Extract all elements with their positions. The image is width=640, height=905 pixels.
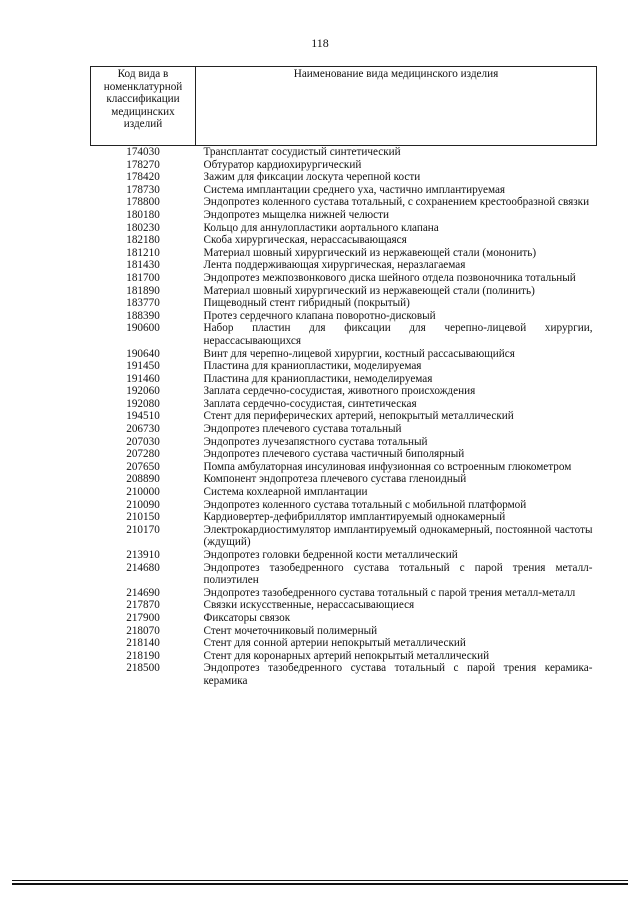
table-row — [91, 184, 597, 197]
device-code: 210090 — [126, 498, 160, 511]
table-row — [91, 247, 597, 260]
device-name: Пищеводный стент гибридный (покрытый) — [203, 297, 410, 310]
device-code: 208890 — [126, 473, 160, 486]
device-name: Система имплантации среднего уха, частично имплантируемая — [203, 183, 506, 196]
device-code: 181430 — [126, 259, 160, 272]
device-code: 183770 — [126, 297, 160, 310]
table-row — [91, 234, 597, 247]
table-row — [91, 436, 597, 449]
device-code: 182180 — [126, 234, 160, 247]
table-row — [91, 385, 597, 398]
device-code: 178800 — [126, 196, 160, 209]
table-row — [91, 285, 597, 298]
device-code: 218140 — [126, 637, 160, 650]
device-name: Стент для коронарных артерий непокрытый металлический — [203, 649, 490, 662]
device-code: 206730 — [126, 423, 160, 436]
table-row — [91, 448, 597, 461]
device-code: 181700 — [126, 271, 160, 284]
table-row — [91, 562, 597, 587]
device-name: Эндопротез тазобедренного сустава тотальный с парой трения металл-металл — [203, 586, 576, 599]
device-name: Кардиовертер-дефибриллятор имплантируемый однокамерный — [203, 511, 506, 524]
device-name: Материал шовный хирургический из нержавеющей стали (полинить) — [203, 284, 535, 297]
device-code: 217900 — [126, 611, 160, 624]
device-name: Эндопротез тазобедренного сустава тотальный с парой трения керамика-керамика — [203, 662, 593, 687]
device-code: 180230 — [126, 221, 160, 234]
device-name: Пластина для краниопластики, моделируемая — [203, 360, 422, 373]
device-name: Эндопротез головки бедренной кости металлический — [203, 549, 458, 561]
table-row — [91, 322, 597, 347]
device-code: 178420 — [126, 171, 160, 184]
table-row — [91, 461, 597, 474]
device-name: Эндопротез лучезапястного сустава тотальный — [203, 435, 428, 448]
device-code: 210150 — [126, 511, 160, 524]
footer-rule — [12, 880, 628, 881]
code-column-header: Код вида в номенклатурной классификации медицинских изделий — [91, 67, 196, 146]
device-code: 214680 — [126, 561, 160, 574]
device-code: 217870 — [126, 599, 160, 612]
device-code: 218070 — [126, 624, 160, 637]
table-row — [91, 625, 597, 638]
device-name: Кольцо для аннулопластики аортального клапана — [203, 221, 439, 234]
device-name: Зажим для фиксации лоскута черепной кости — [203, 171, 421, 184]
table-row — [91, 373, 597, 386]
device-name: Эндопротез коленного сустава тотальный, с сохранением крестообразной связки — [203, 196, 590, 209]
device-code: 190600 — [126, 322, 160, 335]
device-code: 214690 — [126, 586, 160, 599]
device-code: 180180 — [126, 208, 160, 221]
table-row — [91, 209, 597, 222]
device-code: 194510 — [126, 410, 160, 423]
table-row — [91, 587, 597, 600]
device-name: Электрокардиостимулятор имплантируемый однокамерный, постоянной частоты (ждущий) — [203, 523, 593, 549]
device-code: 207030 — [126, 435, 160, 448]
device-name: Пластина для краниопластики, немоделируемая — [203, 372, 433, 385]
table-row — [91, 473, 597, 486]
table-row — [91, 196, 597, 209]
device-name: Заплата сердечно-сосудистая, животного происхождения — [203, 385, 476, 398]
device-name: Эндопротез мыщелка нижней челюсти — [203, 208, 389, 221]
table-row — [91, 549, 597, 562]
device-code: 207280 — [126, 448, 160, 461]
device-name: Компонент эндопротеза плечевого сустава гленоидный — [203, 473, 467, 486]
table-row — [91, 599, 597, 612]
device-code: 181890 — [126, 284, 160, 297]
device-name: Скоба хирургическая, нерассасывающаяся — [203, 234, 407, 247]
device-code: 181210 — [126, 246, 160, 259]
device-name: Стент для сонной артерии непокрытый металлический — [203, 637, 466, 650]
table-row — [91, 297, 597, 310]
device-name: Заплата сердечно-сосудистая, синтетическая — [203, 397, 417, 410]
table-body — [91, 146, 597, 688]
device-name: Материал шовный хирургический из нержавеющей стали (мононить) — [203, 246, 537, 259]
table-row — [91, 171, 597, 184]
device-code: 188390 — [126, 309, 160, 322]
device-name: Эндопротез тазобедренного сустава тотальный с парой трения металл-полиэтилен — [203, 561, 593, 587]
device-code: 210170 — [126, 523, 160, 536]
table-row — [91, 398, 597, 411]
device-code: 213910 — [126, 549, 160, 561]
device-name: Эндопротез плечевого сустава тотальный — [203, 423, 402, 436]
table-row — [91, 310, 597, 323]
table-row — [91, 222, 597, 235]
device-code: 190640 — [126, 347, 160, 360]
device-code: 178730 — [126, 183, 160, 196]
device-name: Обтуратор кардиохирургический — [203, 158, 362, 171]
device-code: 218500 — [126, 662, 160, 675]
table-row — [91, 348, 597, 361]
table-row — [91, 423, 597, 436]
device-code: 207650 — [126, 460, 160, 473]
table-row — [91, 159, 597, 172]
table-row — [91, 360, 597, 373]
device-name: Набор пластин для фиксации для черепно-лицевой хирургии, нерассасывающихся — [203, 322, 593, 347]
device-name: Эндопротез плечевого сустава частичный биполярный — [203, 448, 465, 461]
table-header — [91, 67, 597, 146]
device-name: Протез сердечного клапана поворотно-дисковый — [203, 309, 436, 322]
table-row — [91, 499, 597, 512]
device-table — [90, 66, 597, 688]
device-code: 191460 — [126, 372, 160, 385]
device-code: 192080 — [126, 397, 160, 410]
device-code: 174030 — [126, 146, 160, 158]
table-row — [91, 272, 597, 285]
device-name: Помпа амбулаторная инсулиновая инфузионная со встроенным глюкометром — [203, 460, 572, 473]
page-number: 118 — [311, 36, 329, 50]
device-code: 192060 — [126, 385, 160, 398]
device-name: Эндопротез межпозвонкового диска шейного отдела позвоночника тотальный — [203, 271, 576, 284]
table-row — [91, 259, 597, 272]
device-name: Трансплантат сосудистый синтетический — [203, 146, 401, 158]
device-name: Стент мочеточниковый полимерный — [203, 624, 378, 637]
device-code: 218190 — [126, 649, 160, 662]
table-row — [91, 650, 597, 663]
device-name: Стент для периферических артерий, непокрытый металлический — [203, 410, 514, 423]
device-code: 210000 — [126, 486, 160, 499]
device-code: 191450 — [126, 360, 160, 373]
device-name: Лента поддерживающая хирургическая, неразлагаемая — [203, 259, 466, 272]
device-name: Эндопротез коленного сустава тотальный с мобильной платформой — [203, 498, 527, 511]
device-name: Винт для черепно-лицевой хирургии, костный рассасывающийся — [203, 347, 515, 360]
table-row — [91, 637, 597, 650]
table-row — [91, 524, 597, 549]
table-row — [91, 410, 597, 423]
table-row — [91, 511, 597, 524]
table-row — [91, 486, 597, 499]
device-code: 178270 — [126, 158, 160, 171]
device-name: Связки искусственные, нерассасывающиеся — [203, 599, 415, 612]
table-row — [91, 662, 597, 687]
name-column-header: Наименование вида медицинского изделия — [196, 67, 597, 146]
device-name: Система кохлеарной имплантации — [203, 486, 368, 499]
footer-rule-thick — [12, 883, 628, 885]
table-row — [91, 146, 597, 159]
device-name: Фиксаторы связок — [203, 611, 291, 624]
table-row — [91, 612, 597, 625]
